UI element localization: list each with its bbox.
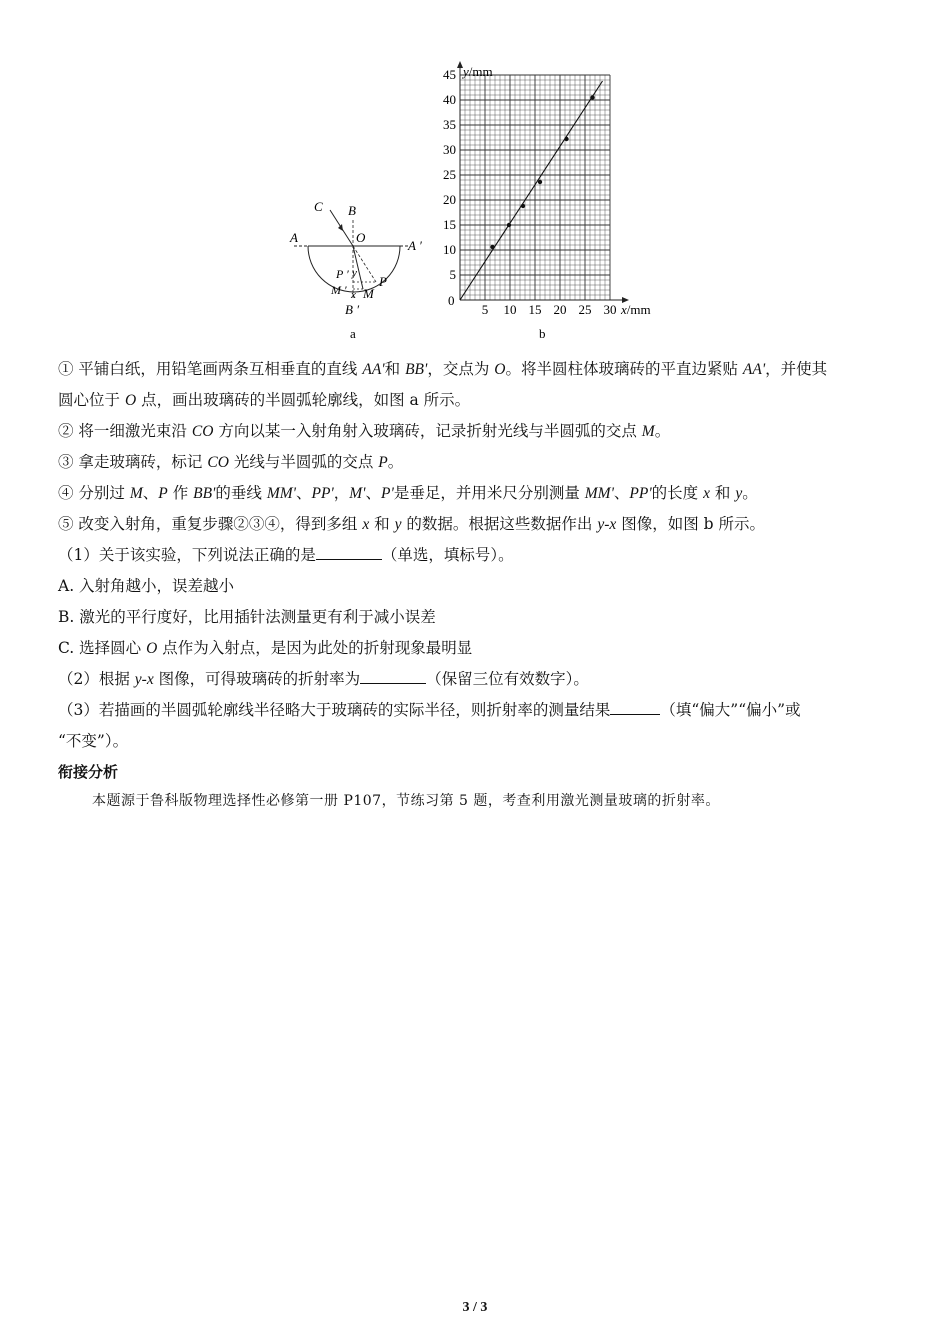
x-tick-label: 20 (553, 302, 567, 317)
text-seg: 。 (387, 453, 404, 471)
var-y: y (735, 485, 743, 502)
var-bb: BB' (405, 361, 428, 378)
text-seg: ② 将一细激光束沿 (58, 422, 192, 440)
ray-arrow-icon (338, 224, 343, 231)
y-tick-label: 35 (443, 117, 456, 132)
text-seg: ⑤ 改变入射角，重复步骤②③④，得到多组 (58, 515, 363, 533)
x-axis-var: x (621, 302, 627, 317)
step-1-line-2 (58, 385, 898, 416)
label-p: P (379, 274, 387, 289)
label-y: y (352, 267, 357, 279)
label-a: A (290, 230, 298, 245)
var-aa: AA' (742, 361, 766, 378)
data-point (490, 245, 494, 249)
var-yx: y-x (597, 516, 617, 533)
text-seg: 方向以某一入射角射入玻璃砖，记录折射光线与半圆弧的交点 (213, 422, 642, 440)
page-number: 3 / 3 (462, 1300, 488, 1315)
origin-label: 0 (448, 293, 455, 308)
step-3 (58, 447, 898, 478)
x-axis-unit: /mm (626, 302, 651, 317)
caption-a: a (350, 326, 356, 341)
text-seg: 、 (295, 484, 312, 502)
text-seg: 、 (142, 484, 159, 502)
text-seg: 。 (742, 484, 758, 502)
var-m: M (129, 485, 143, 502)
answer-blank-1[interactable] (316, 545, 382, 560)
y-tick-label: 40 (443, 92, 456, 107)
var-y: y (394, 516, 402, 533)
text-seg: （保留三位有效数字）。 (426, 670, 589, 688)
y-axis-var: y (463, 64, 469, 79)
x-tick-label: 25 (578, 302, 592, 317)
step-4 (58, 478, 898, 509)
fit-line (460, 81, 603, 300)
label-a-prime: A ′ (408, 238, 422, 253)
text-seg: 点作为入射点，是因为此处的折射现象最明显 (157, 639, 473, 657)
var-x: x (362, 516, 370, 533)
data-point (564, 137, 568, 141)
text-seg: 的垂线 (215, 484, 267, 502)
var-p-prime: P' (381, 485, 394, 502)
var-mm: MM' (266, 485, 296, 502)
x-axis-label (620, 302, 651, 317)
label-x: x (351, 289, 356, 301)
text-seg: 和 (369, 515, 395, 533)
text-seg: （3）若描画的半圆弧轮廓线半径略大于玻璃砖的实际半径，则折射率的测量结果 (58, 701, 611, 719)
option-b: B. 激光的平行度好，比用插针法测量更有利于减小误差 (58, 608, 436, 626)
question-3-line-2: “不变”）。 (58, 732, 129, 750)
text-seg: 作 (167, 484, 194, 502)
var-o: O (124, 392, 137, 409)
x-tick-label: 5 (481, 302, 489, 317)
x-tick-label: 15 (528, 302, 542, 317)
label-b-prime: B ′ (345, 302, 360, 317)
var-m-prime: M' (349, 485, 366, 502)
source-note: 本题源于鲁科版物理选择性必修第一册 P107，节练习第 5 题，考查利用激光测量玻璃的折射率。 (92, 793, 720, 809)
data-point (590, 95, 594, 99)
x-tick-label: 10 (503, 302, 517, 317)
step-1-line-1 (58, 354, 898, 385)
text-seg: 和 (384, 360, 406, 378)
var-p: P (158, 485, 168, 502)
var-pp: PP' (629, 485, 652, 502)
figure-svg (280, 60, 670, 350)
text-seg: ③ 拿走玻璃砖，标记 (58, 453, 208, 471)
text-seg: 的数据。根据这些数据作出 (401, 515, 598, 533)
diagram-a (289, 199, 422, 317)
text-seg: C. 选择圆心 (58, 639, 147, 657)
y-tick-label: 5 (449, 267, 456, 282)
option-c (58, 633, 898, 664)
y-tick-label: 45 (443, 67, 456, 82)
text-seg: 点，画出玻璃砖的半圆弧轮廓线，如图 a 所示。 (136, 391, 471, 409)
y-tick-label: 25 (443, 167, 456, 182)
x-tick-label: 30 (603, 302, 617, 317)
text-seg: 图像，可得玻璃砖的折射率为 (153, 670, 361, 688)
question-1 (58, 540, 898, 571)
text-seg: （2）根据 (58, 670, 135, 688)
y-tick-label: 30 (443, 142, 456, 157)
text-seg: ， (333, 484, 350, 502)
var-aa: AA' (362, 361, 385, 378)
option-a: A. 入射角越小，误差越小 (58, 577, 235, 595)
var-bb: BB' (193, 485, 216, 502)
y-tick-label: 15 (443, 217, 456, 232)
chart-b (443, 61, 651, 317)
label-c: C (314, 199, 323, 214)
text-seg: （填“偏大”“偏小”或 (660, 701, 801, 719)
text-seg: 圆心位于 (58, 391, 125, 409)
var-co: CO (191, 423, 214, 440)
text-seg: 光线与半圆弧的交点 (228, 453, 379, 471)
text-seg: ，并使其 (765, 360, 828, 378)
chart-fit-line (460, 81, 603, 300)
answer-blank-3[interactable] (610, 700, 660, 715)
chart-axes (448, 61, 651, 317)
text-seg: 、 (613, 484, 630, 502)
text-seg: ① 平铺白纸，用铅笔画两条互相垂直的直线 (58, 360, 363, 378)
question-2 (58, 664, 898, 695)
data-point (507, 223, 511, 227)
text-seg: 图像，如图 b 所示。 (616, 515, 765, 533)
answer-blank-2[interactable] (360, 669, 426, 684)
question-3-line-1 (58, 695, 898, 726)
var-o: O (146, 640, 158, 657)
text-seg: ，交点为 (427, 360, 495, 378)
label-o: O (356, 230, 366, 245)
var-mm: MM' (584, 485, 614, 502)
var-yx: y-x (134, 671, 154, 688)
var-p: P (378, 454, 388, 471)
step-2 (58, 416, 898, 447)
data-point (538, 180, 542, 184)
y-axis-label (461, 64, 493, 79)
var-co: CO (207, 454, 229, 471)
step-5 (58, 509, 898, 540)
var-o: O (494, 361, 506, 378)
var-x: x (703, 485, 710, 502)
label-m: M (363, 286, 374, 301)
text-seg: 的长度 (651, 484, 704, 502)
y-tick-label: 20 (443, 192, 456, 207)
text-seg: 。 (654, 422, 671, 440)
data-point (521, 204, 525, 208)
y-axis-unit: /mm (468, 64, 493, 79)
text-seg: （1）关于该实验，下列说法正确的是 (58, 546, 316, 564)
label-b: B (348, 203, 356, 218)
text-seg: 。将半圆柱体玻璃砖的平直边紧贴 (505, 360, 743, 378)
figure (280, 60, 670, 350)
label-p-prime: P ′ (336, 267, 349, 281)
text-seg: 和 (710, 484, 736, 502)
text-seg: （单选，填标号）。 (381, 546, 514, 564)
var-m: M (641, 423, 655, 440)
y-tick-label: 10 (443, 242, 456, 257)
caption-b: b (539, 326, 546, 341)
section-heading: 衔接分析 (58, 763, 119, 781)
var-pp: PP' (311, 485, 334, 502)
text-seg: ④ 分别过 (58, 484, 130, 502)
text-seg: 、 (365, 484, 382, 502)
text-seg: 是垂足，并用米尺分别测量 (393, 484, 585, 502)
label-m-prime: M ′ (331, 283, 347, 297)
